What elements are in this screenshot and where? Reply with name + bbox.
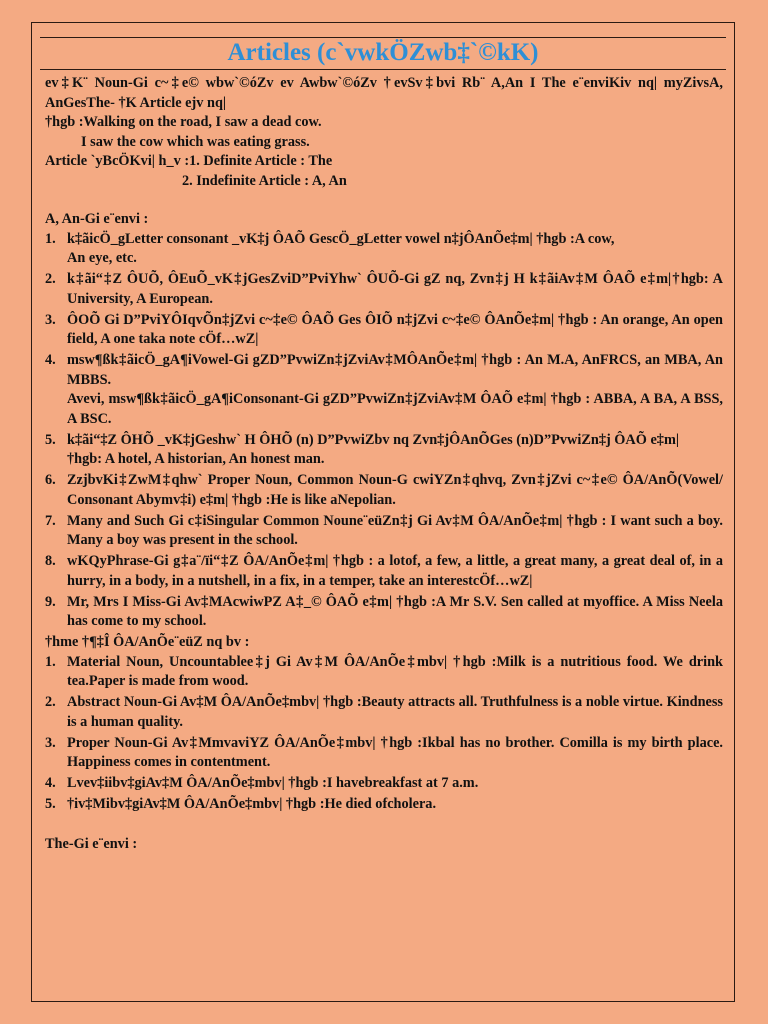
- list-item-text: Many and Such Gi c‡iSingular Common Noune¨eüZn‡j Gi Av‡M ÔA/AnÕe‡m| †hgb : I want such a boy. Many a boy was present in the school.: [67, 512, 723, 548]
- list-item-number: 1.: [45, 230, 56, 247]
- list-item-number: 5.: [45, 796, 56, 812]
- list-item: [45, 593, 723, 632]
- list-item-number: 7.: [45, 512, 56, 529]
- list-item: [45, 693, 723, 732]
- list-item: [45, 653, 723, 692]
- list-item-text: k‡ãi“‡Z ÔHÕ _vK‡jGeshw` H ÔHÕ (n) D”PvwiZbv nq Zvn‡jÔAnÕGes (n)D”PvwiZn‡j ÔAÕ e‡m|: [67, 431, 680, 448]
- list-item-number: 8.: [45, 553, 56, 569]
- list-item: [45, 351, 723, 429]
- list-item: [45, 471, 723, 510]
- list-item-text: k‡ãicÖ_gLetter consonant _vK‡j ÔAÕ GescÖ_gLetter vowel n‡jÔAnÕe‡m| †hgb :A cow,: [67, 230, 615, 247]
- list-item-number: 1.: [45, 653, 56, 670]
- list-item-text: ZzjbvKi‡ZwM‡qhw` Proper Noun, Common Noun-G cwiYZn‡qhvq, Zvn‡jZvi c~‡e© ÔA/AnÕ(Vowel/ Consonant Abymv‡i) e‡m| †hgb :He is like aNepolian.: [67, 472, 723, 508]
- list-item-text: Abstract Noun-Gi Av‡M ÔA/AnÕe‡mbv| †hgb :Beauty attracts all. Truthfulness is a noble virtue. Kindness is a human quality.: [67, 694, 723, 730]
- article-types-line: 2. Indefinite Article : A, An: [182, 172, 347, 189]
- list-item-number: 4.: [45, 775, 56, 791]
- article-types-line: Article `yBcÖKvi| h_v :1. Definite Article : The: [45, 153, 333, 169]
- list-item-text: Lvev‡iibv‡giAv‡M ÔA/AnÕe‡mbv| †hgb :I havebreakfast at 7 a.m.: [67, 775, 479, 791]
- list-item-text: †iv‡Mibv‡giAv‡M ÔA/AnÕe‡mbv| †hgb :He died ofcholera.: [67, 796, 437, 812]
- document-page: [31, 22, 735, 1002]
- list-item: [45, 512, 723, 551]
- list-item-text: Material Noun, Uncountablee‡j Gi Av‡M ÔA/AnÕe‡mbv| †hgb :Milk is a nutritious food. We drink tea.Paper is made from wood.: [67, 653, 723, 689]
- list-item-text: ÔOÕ Gi D”PviYÔIqvÕn‡jZvi c~‡e© ÔAÕ Ges ÔIÕ n‡jZvi c~‡e© ÔAnÕe‡m| †hgb : An orange, An open field, A one taka note cÖf…wZ|: [67, 311, 723, 347]
- list-item-text: †hgb: A hotel, A historian, An honest man.: [67, 451, 325, 467]
- list-item: [45, 270, 723, 309]
- example-line: †hgb :Walking on the road, I saw a dead cow.: [45, 114, 322, 130]
- a-an-usage-list: [45, 230, 723, 632]
- list-item: [45, 552, 723, 591]
- list-item-text: Mr, Mrs I Miss-Gi Av‡MAcwiwPZ A‡_© ÔAÕ e‡m| †hgb :A Mr S.V. Sen called at myoffice. A Miss Neela has come to my school.: [67, 593, 723, 629]
- list-item-text: msw¶ßk‡ãicÖ_gA¶iVowel-Gi gZD”PvwiZn‡jZviAv‡MÔAnÕe‡m| †hgb : An M.A, AnFRCS, an MBA, An MBBS.: [67, 352, 723, 388]
- list-item-text: k‡ãi“‡Z ÔUÕ, ÔEuÕ_vK‡jGesZviD”PviYhw` ÔUÕ-Gi gZ nq, Zvn‡j H k‡ãiAv‡M ÔAÕ e‡m|†hgb: A University, A European.: [67, 271, 723, 307]
- page-title: Articles (c`vwkÖZwb‡`©kK): [227, 39, 539, 66]
- list-item-number: 6.: [45, 472, 56, 488]
- list-item-number: 4.: [45, 352, 56, 368]
- list-item-text: Avevi, msw¶ßk‡ãicÖ_gA¶iConsonant-Gi gZD”PvwiZn‡jZviAv‡M ÔAÕ e‡m| †hgb : ABBA, A BA, A BSS, A BSC.: [67, 391, 723, 427]
- list-item: [45, 230, 723, 269]
- list-item: [45, 774, 723, 794]
- no-article-list: [45, 653, 723, 815]
- section-heading-a-an: A, An-Gi e¨envi :: [45, 211, 149, 227]
- list-item: [45, 431, 723, 470]
- list-item-number: 2.: [45, 271, 56, 287]
- spacer: [45, 191, 723, 210]
- list-item: [45, 311, 723, 350]
- section-heading-no-article: †hme †¶‡Î ÔA/AnÕe¨eüZ nq bv :: [45, 634, 250, 650]
- list-item-text: Proper Noun-Gi Av‡MmvaviYZ ÔA/AnÕe‡mbv| †hgb :Ikbal has no brother. Comilla is my birth place. Happiness comes in contentment.: [67, 734, 723, 770]
- title-rule-bottom: [40, 69, 726, 70]
- intro-paragraph: ev‡K¨ Noun-Gi c~‡e© wbw`©óZv ev Awbw`©óZv †evSv‡bvi Rb¨ A,An I The e¨enviKiv nq| myZivsA, AnGesThe- †K Article ejv nq|: [45, 75, 723, 111]
- spacer: [45, 816, 723, 835]
- list-item: [45, 795, 723, 815]
- list-item-number: 9.: [45, 593, 56, 610]
- list-item-number: 3.: [45, 734, 56, 751]
- example-line: I saw the cow which was eating grass.: [81, 133, 310, 150]
- list-item-number: 2.: [45, 694, 56, 710]
- list-item-number: 3.: [45, 311, 56, 328]
- list-item: [45, 734, 723, 773]
- list-item-text: wKQyPhrase-Gi g‡a¨/ïi“‡Z ÔA/AnÕe‡m| †hgb : a lotof, a few, a little, a great many, a great deal of, in a hurry, in a body, in a nutshell, in a fix, in a temper, take an interestcÖf…wZ|: [67, 553, 723, 589]
- document-body: [45, 74, 723, 855]
- section-heading-the: The-Gi e¨envi :: [45, 836, 138, 852]
- list-item-number: 5.: [45, 431, 56, 448]
- list-item-text: An eye, etc.: [67, 250, 137, 266]
